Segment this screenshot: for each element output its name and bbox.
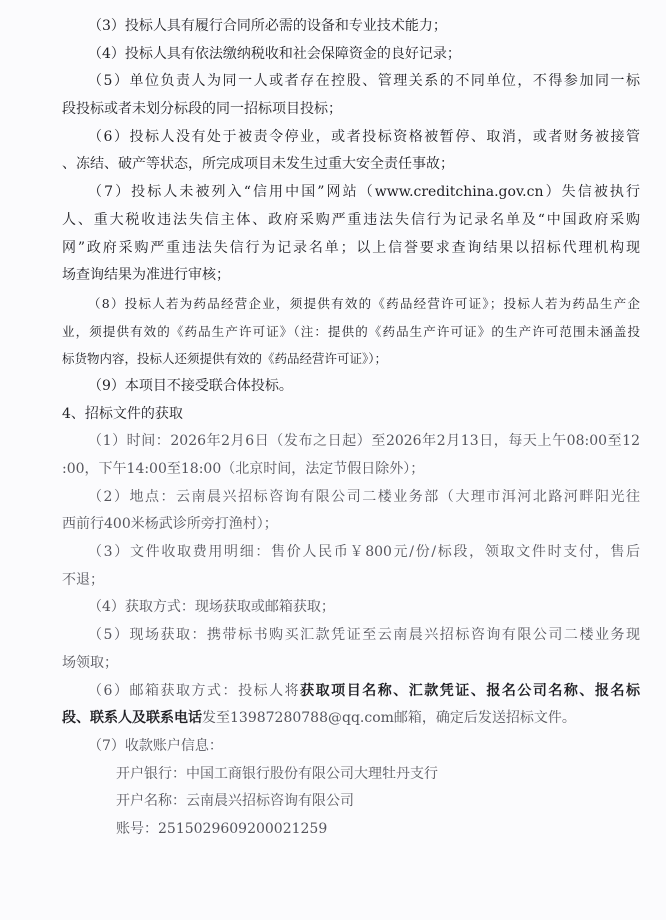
s4-item-6-prefix: （6）邮箱获取方式：投标人将	[88, 682, 301, 699]
s4-item-6-line-2	[0, 705, 640, 733]
item-7-line-4: 场查询结果为准进行审核；	[62, 267, 230, 284]
s4-item-6-email-text: 发至13987280788@qq.com邮箱，确定后发送招标文件。	[202, 710, 576, 727]
item-6-line-1: （6）投标人没有处于被责令停业，或者投标资格被暂停、取消，或者财务被接管	[88, 128, 640, 145]
item-5-line-2: 段投标或者未划分标段的同一招标项目投标；	[62, 101, 342, 118]
s4-item-7: （7）收款账户信息：	[88, 737, 223, 754]
s4-item-4: （4）获取方式：现场获取或邮箱获取；	[88, 599, 335, 616]
s4-item-2-line-1: （2）地点：云南晨兴招标咨询有限公司二楼业务部（大理市洱河北路河畔阳光往	[88, 488, 640, 505]
item-6-line-2: 、冻结、破产等状态，所完成项目未发生过重大安全责任事故；	[62, 156, 454, 173]
s4-item-3-line-1: （3）文件收取费用明细：售价人民币￥800元/份/标段，领取文件时支付，售后	[88, 544, 640, 561]
account-name: 开户名称：云南晨兴招标咨询有限公司	[116, 793, 354, 810]
item-7-line-1: （7）投标人未被列入“信用中国”网站（www.creditchina.gov.cn）失信被执行	[88, 184, 640, 201]
section-4-heading: 4、招标文件的获取	[62, 405, 183, 422]
s4-item-5-line-2: 场领取；	[62, 654, 118, 671]
item-7-line-3: 网”政府采购严重违法失信行为记录名单；以上信誉要求查询结果以招标代理机构现	[62, 239, 640, 256]
item-3: （3）投标人具有履行合同所必需的设备和专业技术能力；	[88, 18, 447, 34]
s4-item-3-line-2: 不退；	[62, 571, 104, 588]
item-9: （9）本项目不接受联合体投标。	[88, 377, 293, 394]
s4-item-6-bold-2: 段、联系人及联系电话	[62, 710, 202, 727]
s4-item-6-bold-1: 获取项目名称、汇款凭证、报名公司名称、报名标	[300, 682, 640, 699]
s4-item-1-line-2: :00，下午14:00至18:00（北京时间，法定节假日除外）；	[62, 461, 425, 477]
document-page	[0, 13, 666, 844]
s4-item-6-line-1	[0, 678, 640, 706]
item-4: （4）投标人具有依法缴纳税收和社会保障资金的良好记录；	[88, 45, 461, 62]
bank-name: 开户银行：中国工商银行股份有限公司大理牡丹支行	[116, 765, 438, 782]
item-5-line-1: （5）单位负责人为同一人或者存在控股、管理关系的不同单位，不得参加同一标	[88, 73, 640, 90]
item-8-line-3: 标货物内容，投标人还须提供有效的《药品经营许可证》）；	[62, 351, 388, 367]
s4-item-5-line-1: （5）现场获取：携带标书购买汇款凭证至云南晨兴招标咨询有限公司二楼业务现	[88, 627, 640, 644]
item-8-line-2: 业，须提供有效的《药品生产许可证》（注：提供的《药品生产许可证》的生产许可范围未涵盖投	[62, 323, 640, 339]
item-7-line-2: 人、重大税收违法失信主体、政府采购严重违法失信行为记录名单及“中国政府采购	[62, 211, 640, 228]
s4-item-1-line-1: （1）时间：2026年2月6日（发布之日起）至2026年2月13日，每天上午08:00至12	[88, 433, 640, 450]
account-number: 账号：2515029609200021259	[116, 820, 328, 837]
item-8-line-1: （8）投标人若为药品经营企业，须提供有效的《药品经营许可证》；投标人若为药品生产企	[88, 295, 640, 311]
s4-item-2-line-2: 西前行400米杨武诊所旁打渔村）；	[62, 516, 278, 533]
